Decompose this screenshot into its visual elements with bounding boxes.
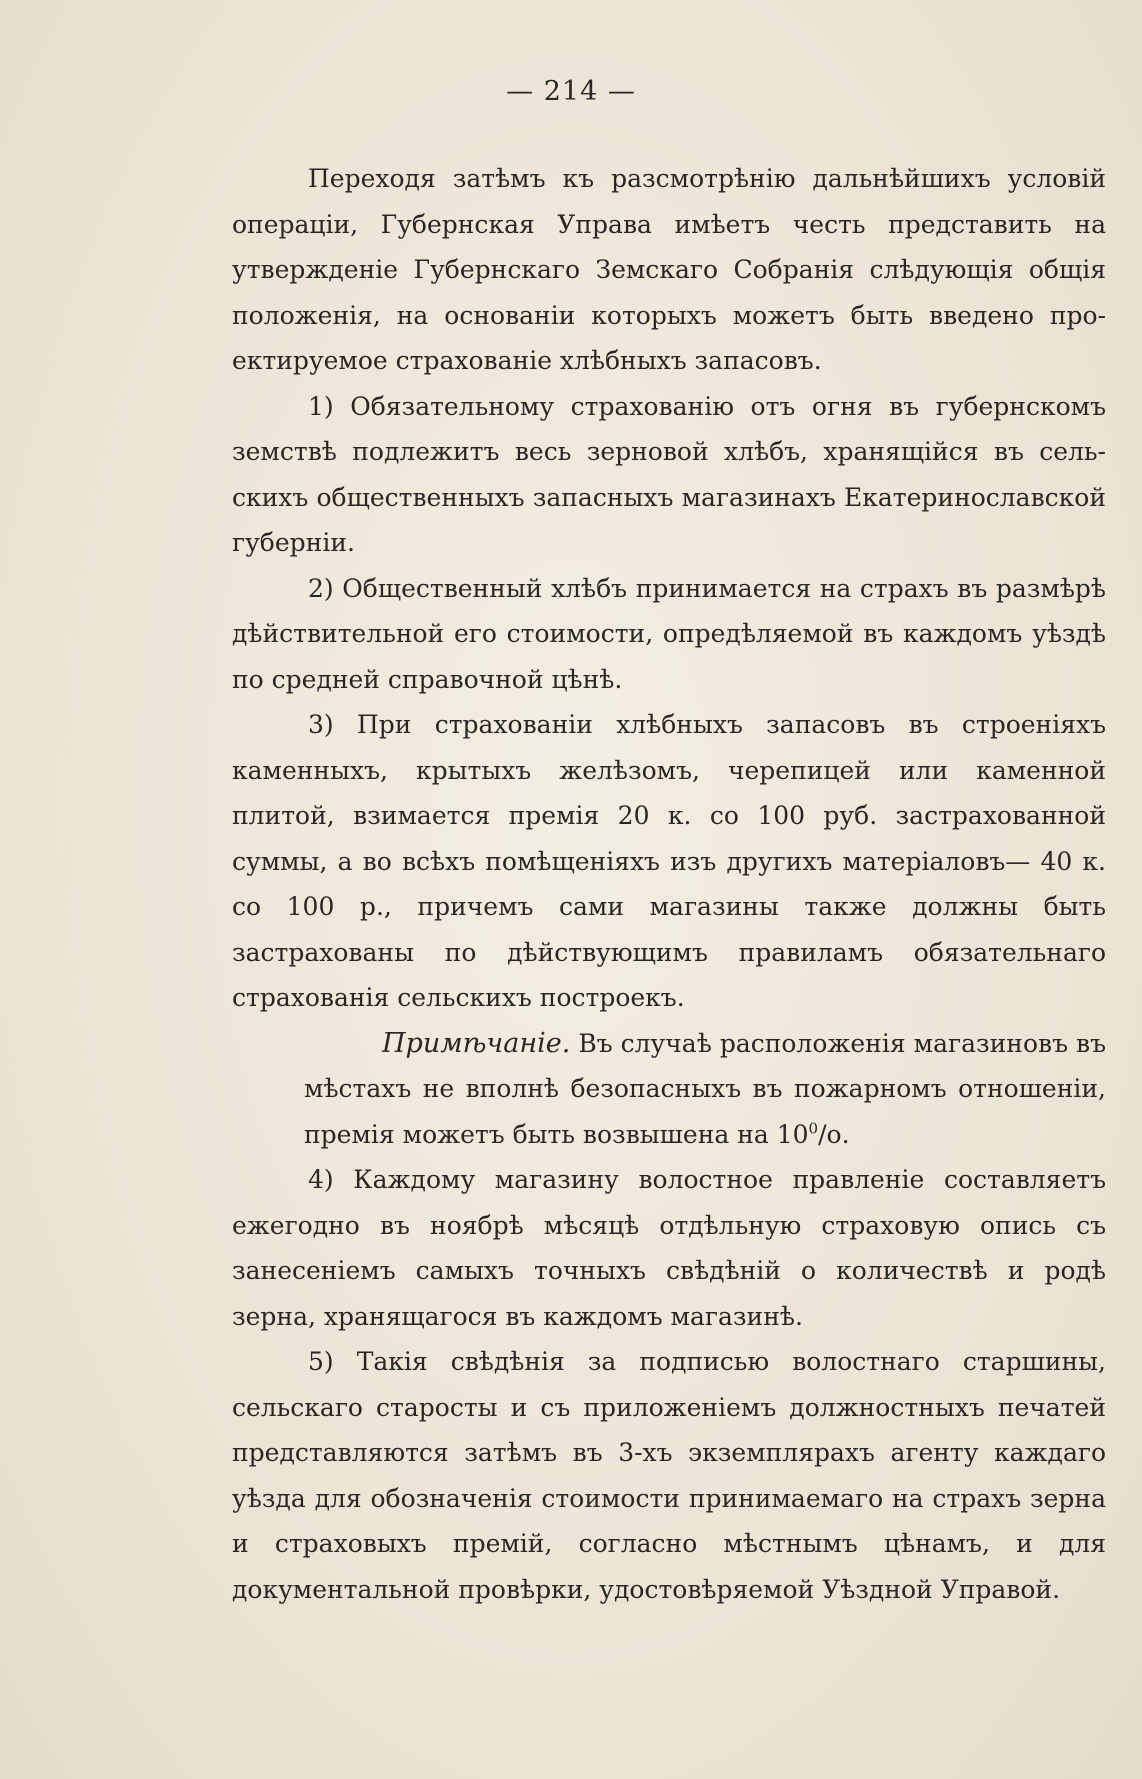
item-3-paragraph: 3) При страхованіи хлѣбныхъ запасовъ въ строеніяхъ каменныхъ, крытыхъ желѣзомъ, черепицей или каменной плитой, взимается премія 20 к. со 100 руб. застрахованной суммы, а во всѣхъ помѣщеніяхъ изъ другихъ матеріаловъ— 40 к. со 100 р., причемъ сами магазины также должны быть застрахованы по дѣйствующимъ правиламъ обязательнаго страхованія сельскихъ построекъ.	[232, 710, 1106, 1012]
note-label: Примѣчаніе.	[382, 1027, 571, 1059]
item-1-paragraph: 1) Обязательному страхованію отъ огня въ губернскомъ земствѣ подлежитъ весь зерновой хлѣбъ, хранящійся въ сельскихъ общественныхъ запасныхъ магазинахъ Екатеринославской губерніи.	[232, 391, 1106, 557]
item-2-paragraph: 2) Общественный хлѣбъ принимается на страхъ въ размѣрѣ дѣйствительной его стоимости, опредѣляемой въ каждомъ уѣздѣ по средней справочной цѣнѣ.	[232, 573, 1106, 694]
intro-paragraph: Переходя затѣмъ къ разсмотрѣнію дальнѣйшихъ условій операціи, Губернская Управа имѣетъ честь представить на утвержденіе Губернскаго Земскаго Собранія слѣдующія общія положенія, на основаніи которыхъ можетъ быть введено проектируемое страхованіе хлѣбныхъ запасовъ.	[232, 164, 1106, 375]
note-percent-sup: 0	[808, 1119, 819, 1138]
note-text: Въ случаѣ расположенія магазиновъ въ мѣстахъ не вполнѣ безопасныхъ въ пожарномъ отношеніи, премія можетъ быть возвышена на 10	[304, 1028, 1106, 1149]
note-paragraph	[232, 1021, 1106, 1158]
item-5-paragraph: 5) Такія свѣдѣнія за подписью волостнаго старшины, сельскаго старосты и съ приложеніемъ должностныхъ печатей представляются затѣмъ въ 3-хъ экземплярахъ агенту каждаго уѣзда для обозначенія стоимости принимаемаго на страхъ зерна и страховыхъ премій, согласно мѣстнымъ цѣнамъ, и для документальной провѣрки, удостовѣряемой Уѣздной Управой.	[232, 1347, 1106, 1604]
item-4-paragraph: 4) Каждому магазину волостное правленіе составляетъ ежегодно въ ноябрѣ мѣсяцѣ отдѣльную страховую опись съ занесеніемъ самыхъ точныхъ свѣдѣній о количествѣ и родѣ зерна, хранящагося въ каждомъ магазинѣ.	[232, 1165, 1106, 1331]
note-text-end: /о.	[818, 1119, 850, 1149]
text-column	[232, 156, 1106, 1612]
page-number: — 214 —	[506, 76, 636, 107]
